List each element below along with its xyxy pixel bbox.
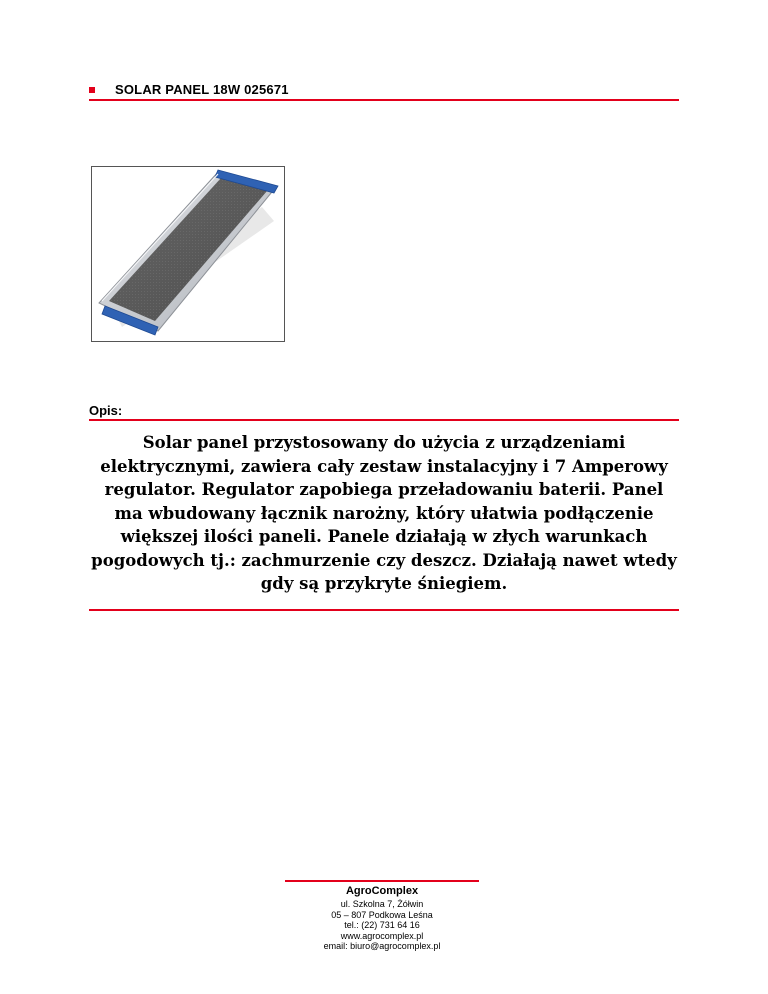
solar-panel-photo-icon bbox=[92, 167, 284, 341]
bullet-icon bbox=[89, 87, 95, 93]
description-heading: Opis: bbox=[89, 403, 123, 418]
address-street: ul. Szkolna 7, Żółwin bbox=[340, 899, 424, 909]
address-city: 05 – 807 Podkowa Leśna bbox=[331, 909, 433, 920]
company-footer bbox=[285, 884, 479, 952]
header-divider bbox=[89, 99, 679, 101]
product-description: Solar panel przystosowany do użycia z urządzeniami elektrycznymi, zawiera cały zestaw instalacyjny i 7 Amperowy regulator. Regulator zapobiega przeładowaniu baterii. Panel ma wbudowany łącznik narożny, który ułatwia podłączenie większej ilości paneli. Panele działają w złych warunkach pogodowych tj.: zachmurzenie czy deszcz. Działają nawet wtedy gdy są przykryte śniegiem. bbox=[91, 433, 677, 593]
website-link[interactable]: www.agrocomplex.pl bbox=[340, 930, 424, 941]
page-title: SOLAR PANEL 18W 025671 bbox=[115, 82, 289, 97]
phone-number: tel.: (22) 731 64 16 bbox=[344, 920, 420, 930]
product-image bbox=[91, 166, 285, 342]
company-name: AgroComplex bbox=[345, 885, 419, 897]
description-end-divider bbox=[89, 609, 679, 611]
footer-divider bbox=[285, 880, 479, 882]
email-link[interactable]: email: biuro@agrocomplex.pl bbox=[323, 941, 441, 951]
description-divider bbox=[89, 419, 679, 421]
